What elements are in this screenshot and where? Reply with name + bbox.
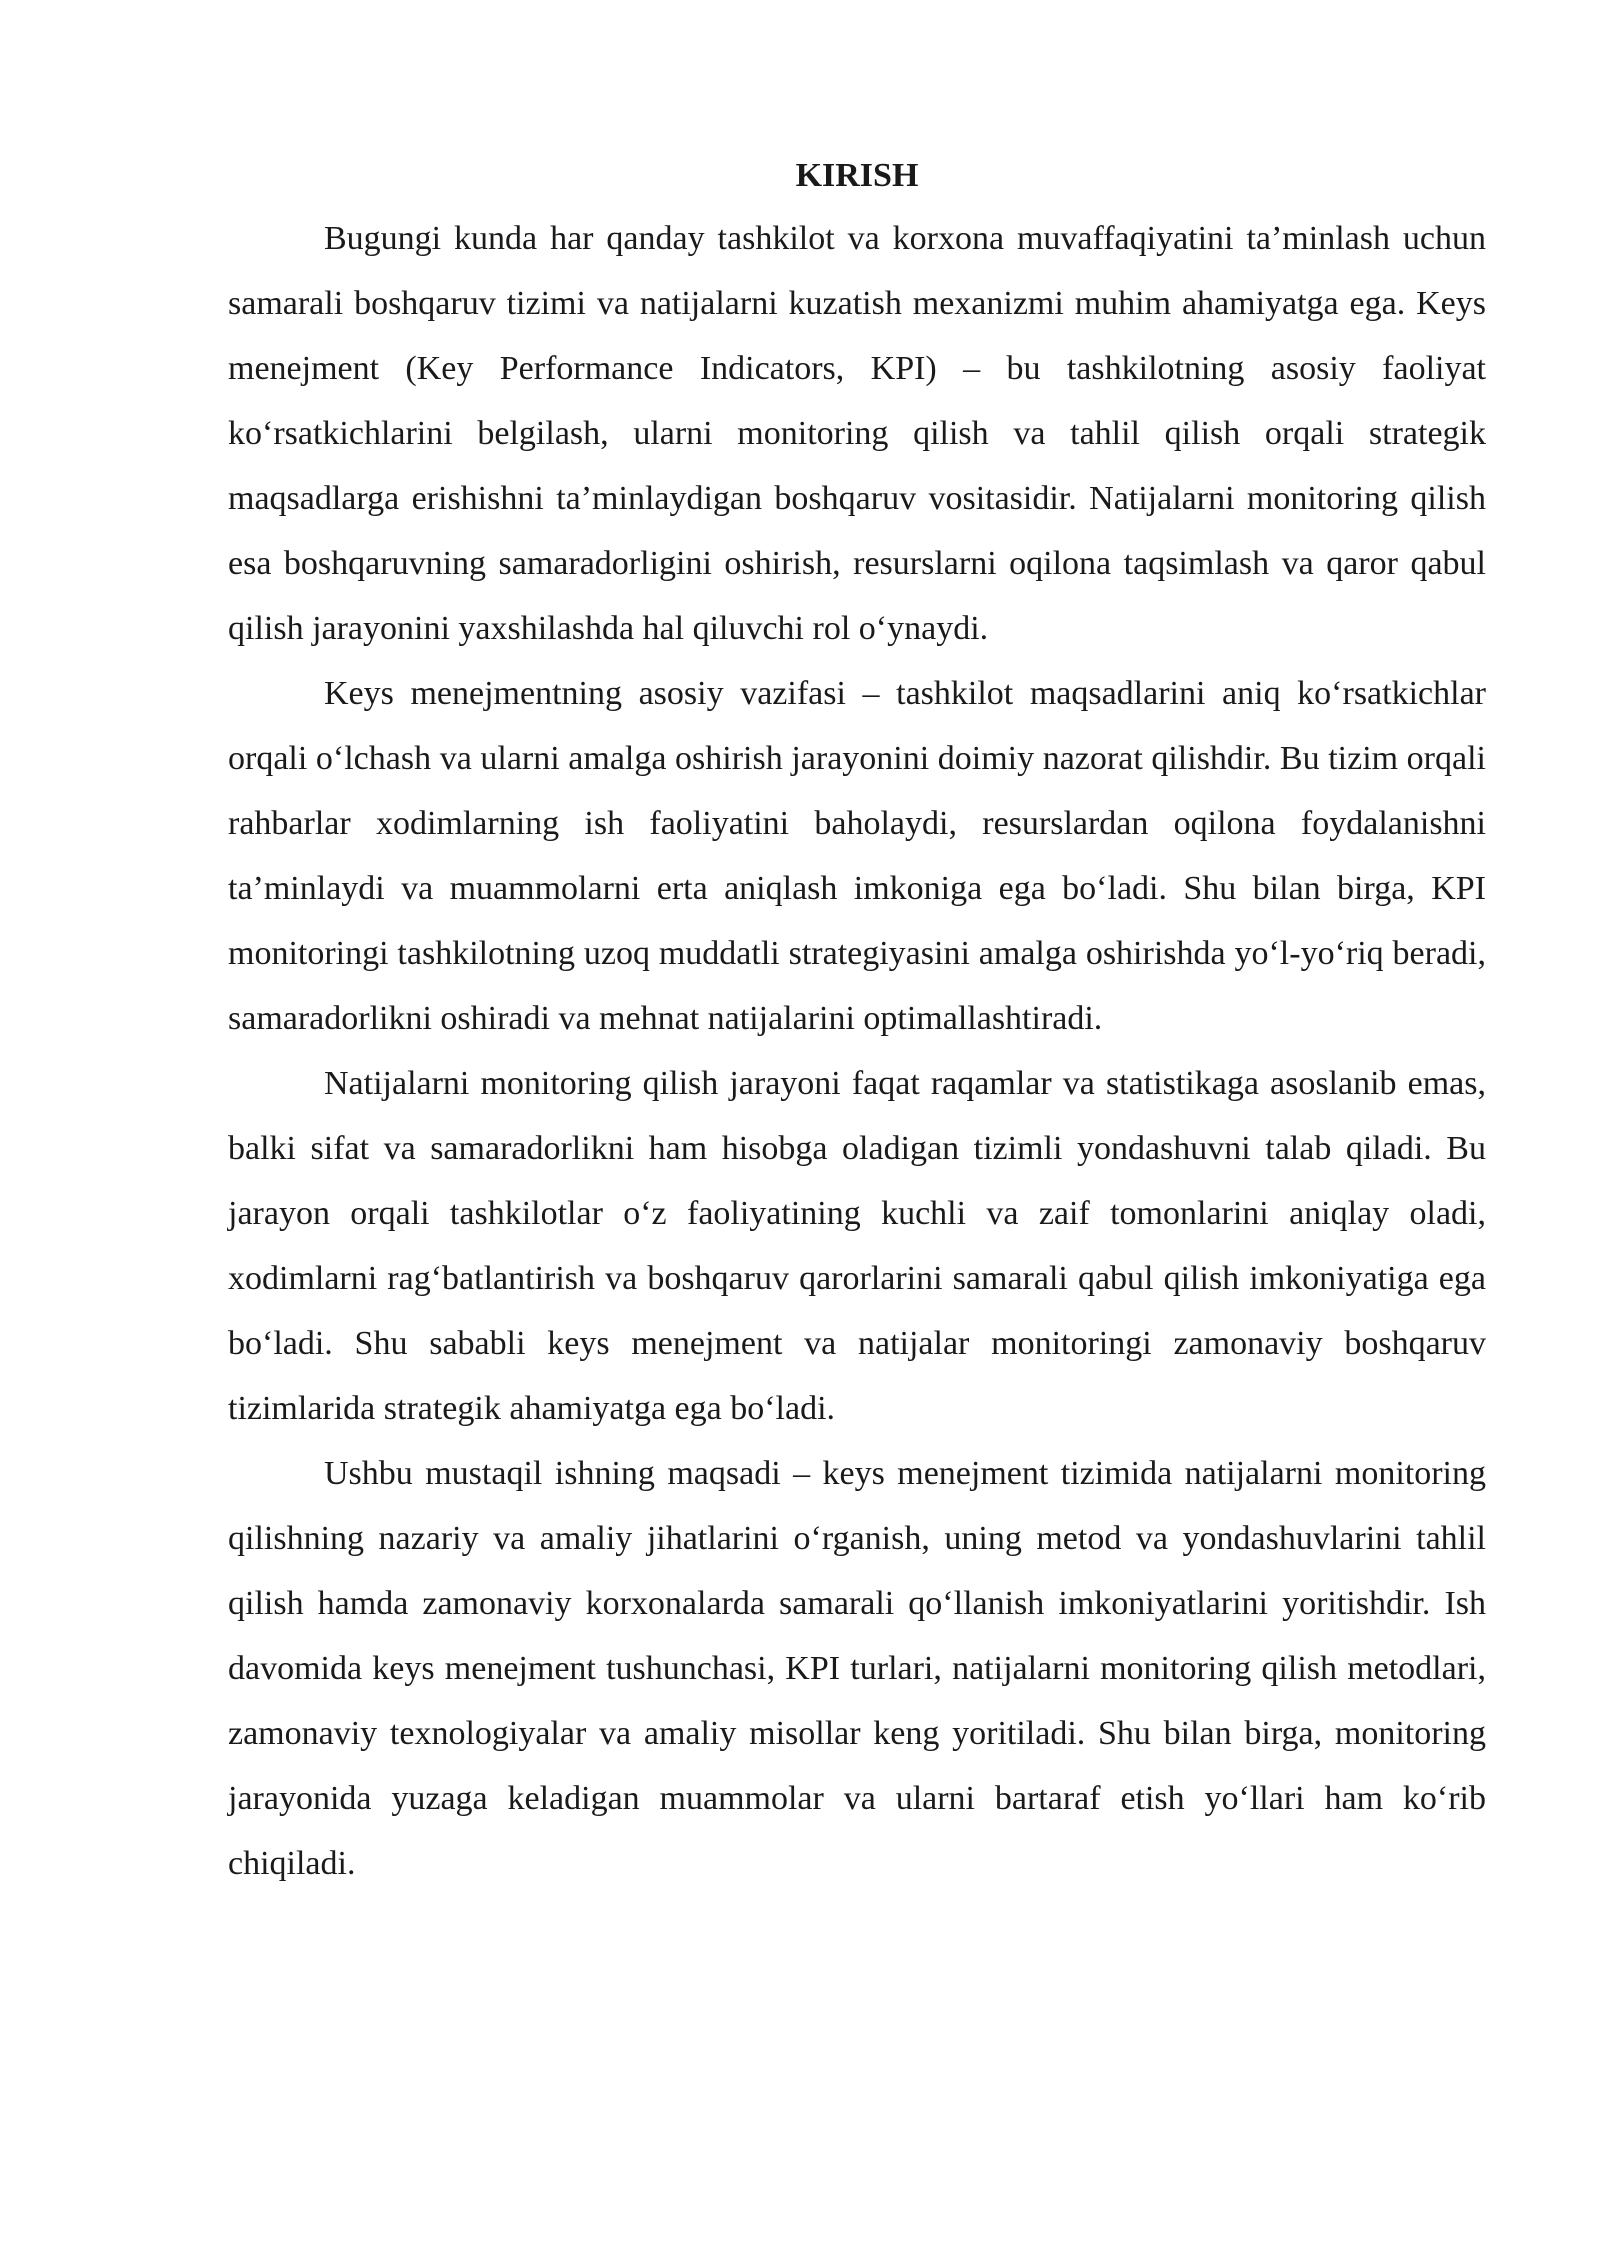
paragraph-3: Natijalarni monitoring qilish jarayoni faqat raqamlar va statistikaga asoslanib emas, balki sifat va samaradorlikni ham hisobga oladigan tizimli yondashuvni talab qiladi. Bu jarayon orqali tashkilotlar o‘z faoliyatining kuchli va zaif tomonlarini aniqlay oladi, xodimlarni rag‘batlantirish va boshqaruv qarorlarini samarali qabul qilish imkoniyatiga ega bo‘ladi. Shu sababli keys menejment va natijalar monitoringi zamonaviy boshqaruv tizimlarida strategik ahamiyatga ega bo‘ladi. (228, 1065, 1486, 1427)
paragraph-4: Ushbu mustaqil ishning maqsadi – keys menejment tizimida natijalarni monitoring qilishning nazariy va amaliy jihatlarini o‘rganish, uning metod va yondashuvlarini tahlil qilish hamda zamonaviy korxonalarda samarali qo‘llanish imkoniyatlarini yoritishdir. Ish davomida keys menejment tushunchasi, KPI turlari, natijalarni monitoring qilish metodlari, zamonaviy texnologiyalar va amaliy misollar keng yoritiladi. Shu bilan birga, monitoring jarayonida yuzaga keladigan muammolar va ularni bartaraf etish yo‘llari ham ko‘rib chiqiladi. (228, 1455, 1486, 1882)
section-title: KIRISH (795, 157, 919, 194)
paragraph-1: Bugungi kunda har qanday tashkilot va korxona muvaffaqiyatini ta’minlash uchun samarali boshqaruv tizimi va natijalarni kuzatish mexanizmi muhim ahamiyatga ega. Keys menejment (Key Performance Indicators, KPI) – bu tashkilotning asosiy faoliyat ko‘rsatkichlarini belgilash, ularni monitoring qilish va tahlil qilish orqali strategik maqsadlarga erishishni ta’minlaydigan boshqaruv vositasidir. Natijalarni monitoring qilish esa boshqaruvning samaradorligini oshirish, resurslarni oqilona taqsimlash va qaror qabul qilish jarayonini yaxshilashda hal qiluvchi rol o‘ynaydi. (228, 220, 1486, 647)
paragraph-2: Keys menejmentning asosiy vazifasi – tashkilot maqsadlarini aniq ko‘rsatkichlar orqali o‘lchash va ularni amalga oshirish jarayonini doimiy nazorat qilishdir. Bu tizim orqali rahbarlar xodimlarning ish faoliyatini baholaydi, resurslardan oqilona foydalanishni ta’minlaydi va muammolarni erta aniqlash imkoniga ega bo‘ladi. Shu bilan birga, KPI monitoringi tashkilotning uzoq muddatli strategiyasini amalga oshirishda yo‘l-yo‘riq beradi, samaradorlikni oshiradi va mehnat natijalarini optimallashtiradi. (228, 675, 1486, 1037)
document-page (228, 146, 1486, 1896)
